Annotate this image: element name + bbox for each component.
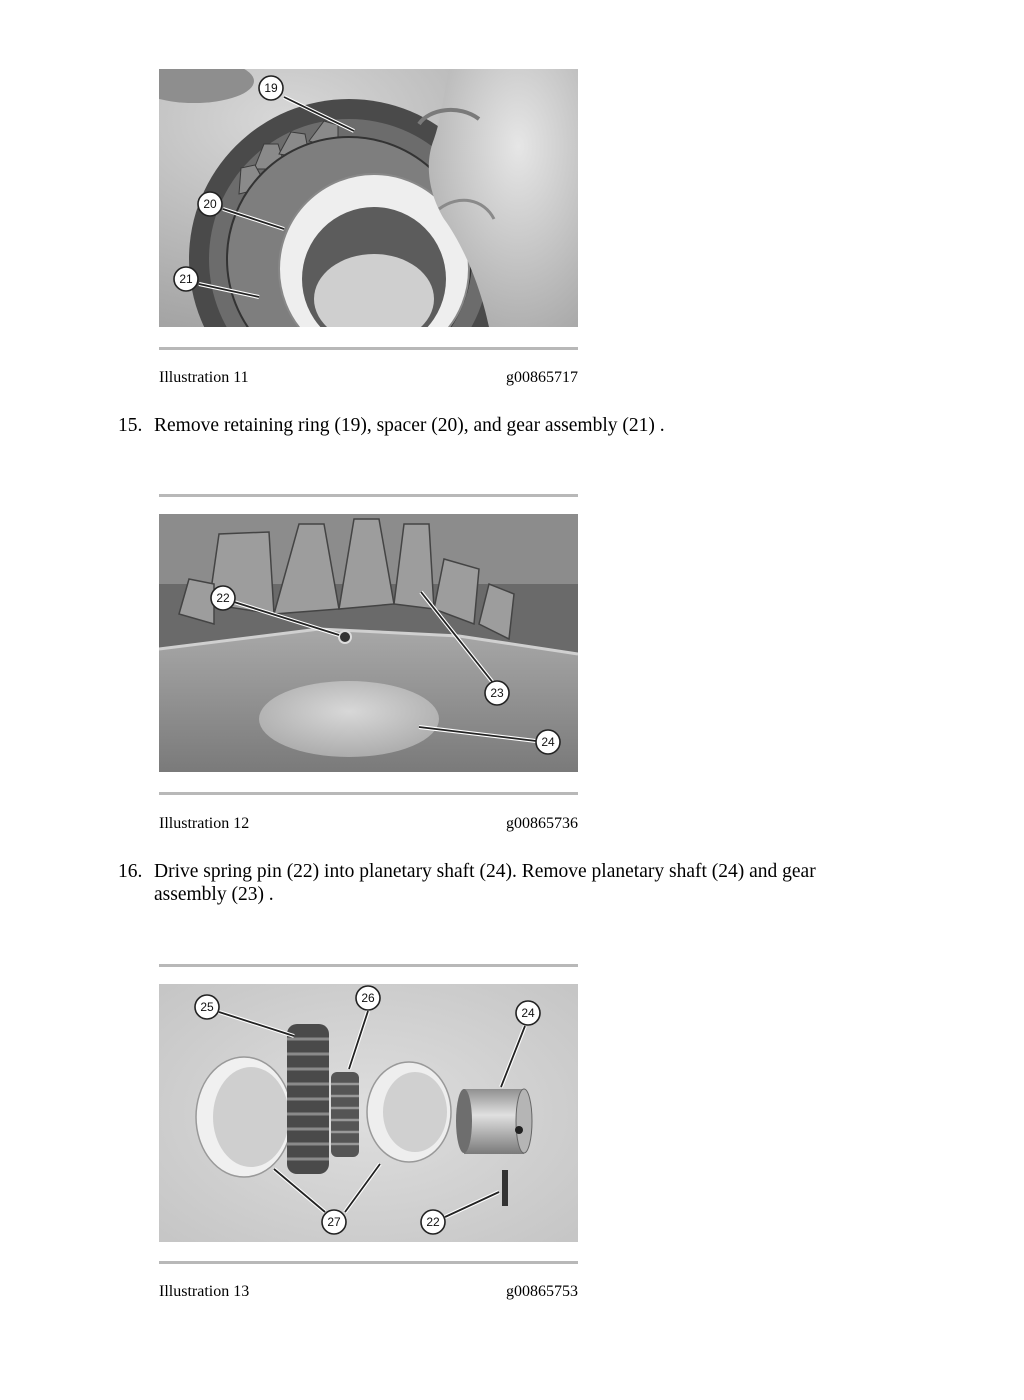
svg-text:19: 19 (264, 81, 278, 95)
callout-23 (485, 681, 509, 705)
illustration-code: g00865736 (506, 815, 578, 832)
figure-divider (159, 494, 578, 497)
illustration-label: Illustration 13 (159, 1283, 250, 1300)
svg-text:26: 26 (361, 991, 375, 1005)
step-text: Drive spring pin (22) into planetary shaft (24). Remove planetary shaft (24) and gear assembly (23) . (154, 861, 816, 905)
illustration-11-photo (159, 69, 578, 327)
svg-text:22: 22 (216, 591, 230, 605)
illustration-label: Illustration 12 (159, 815, 250, 832)
svg-text:23: 23 (490, 686, 504, 700)
callout-24 (536, 730, 560, 754)
figure-divider (159, 1261, 578, 1264)
illustration-12-photo (159, 514, 578, 772)
illustration-13-photo (159, 984, 578, 1242)
illustration-code: g00865753 (506, 1283, 578, 1300)
callout-19 (259, 76, 283, 100)
figure-divider (159, 792, 578, 795)
callout-27 (322, 1210, 346, 1234)
callout-22 (421, 1210, 445, 1234)
figure-divider (159, 347, 578, 350)
svg-text:20: 20 (203, 197, 217, 211)
svg-text:22: 22 (426, 1215, 440, 1229)
callout-24 (516, 1001, 540, 1025)
svg-text:24: 24 (541, 735, 555, 749)
svg-text:21: 21 (179, 272, 193, 286)
svg-text:27: 27 (327, 1215, 341, 1229)
step-text: Remove retaining ring (19), spacer (20), and gear assembly (21) . (154, 415, 665, 436)
callout-25 (195, 995, 219, 1019)
illustration-label: Illustration 11 (159, 369, 249, 386)
callout-22 (211, 586, 235, 610)
figure-divider (159, 964, 578, 967)
callout-26 (356, 986, 380, 1010)
illustration-code: g00865717 (506, 369, 578, 386)
step-number: 16. (118, 861, 143, 882)
callout-21 (174, 267, 198, 291)
svg-text:25: 25 (200, 1000, 214, 1014)
callout-20 (198, 192, 222, 216)
svg-text:24: 24 (521, 1006, 535, 1020)
step-number: 15. (118, 415, 143, 436)
